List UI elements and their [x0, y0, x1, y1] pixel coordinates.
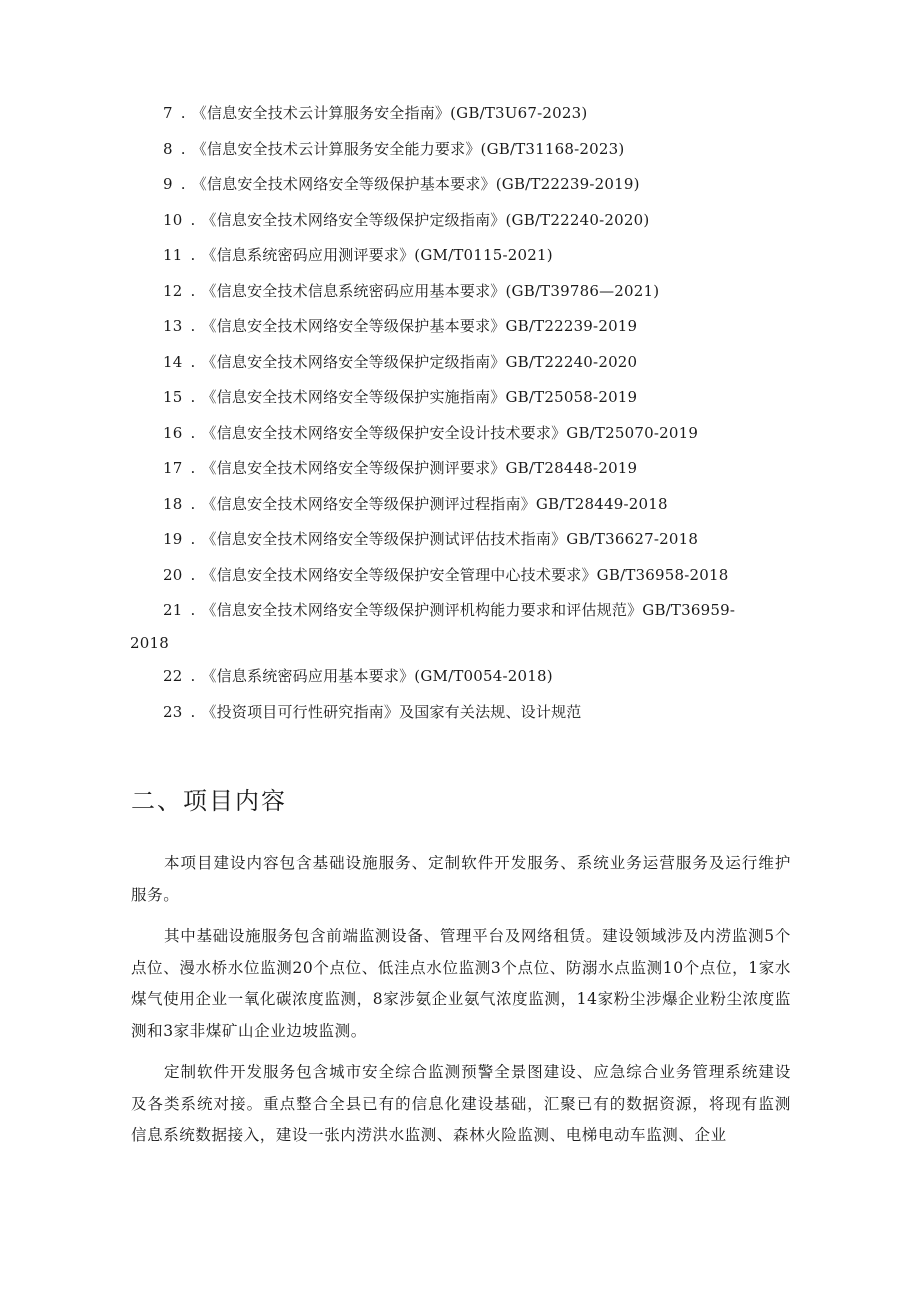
reference-item: 12 . 《信息安全技术信息系统密码应用基本要求》(GB/T39786—2021) — [163, 281, 660, 300]
reference-item: 10 . 《信息安全技术网络安全等级保护定级指南》(GB/T22240-2020) — [163, 210, 650, 229]
paragraph: 本项目建设内容包含基础设施服务、定制软件开发服务、系统业务运营服务及运行维护服务。 — [131, 854, 791, 904]
reference-number: 11 — [163, 246, 183, 264]
paragraph: 定制软件开发服务包含城市安全综合监测预警全景图建设、应急综合业务管理系统建设及各类系统对接。重点整合全县已有的信息化建设基础，汇聚已有的数据资源，将现有监测信息系统数据接入，建设一张内涝洪水监测、森林火险监测、电梯电动车监测、企业 — [131, 1063, 791, 1144]
reference-text: 《信息安全技术网络安全等级保护安全设计技术要求》GB/T25070-2019 — [201, 423, 699, 442]
section-heading: 二、项目内容 — [131, 787, 287, 815]
reference-number: 12 — [163, 281, 183, 300]
reference-number: 22 — [163, 667, 183, 685]
reference-text: 《信息安全技术网络安全等级保护安全管理中心技术要求》GB/T36958-2018 — [201, 565, 729, 584]
reference-text: 《信息安全技术云计算服务安全能力要求》(GB/T31168-2023) — [191, 139, 625, 158]
reference-item: 22 . 《信息系统密码应用基本要求》(GM/T0054-2018) — [163, 667, 553, 685]
reference-item: 23 . 《投资项目可行性研究指南》及国家有关法规、设计规范 — [163, 702, 582, 721]
reference-text: 《信息安全技术网络安全等级保护实施指南》GB/T25058-2019 — [201, 388, 638, 406]
reference-number: 9 — [163, 175, 173, 193]
reference-text: 《信息安全技术云计算服务安全指南》(GB/T3U67-2023) — [191, 104, 588, 122]
reference-text: 《信息安全技术网络安全等级保护定级指南》GB/T22240-2020 — [201, 352, 638, 371]
reference-text: 《信息安全技术网络安全等级保护测评机构能力要求和评估规范》GB/T36959- — [201, 601, 736, 619]
reference-text: 《信息安全技术网络安全等级保护基本要求》(GB/T22239-2019) — [191, 175, 640, 193]
reference-item: 21 . 《信息安全技术网络安全等级保护测评机构能力要求和评估规范》GB/T36959- 2018 — [0, 601, 920, 667]
reference-number: 13 — [163, 317, 183, 335]
reference-number: 15 — [163, 388, 183, 406]
reference-number: 17 — [163, 459, 183, 477]
reference-item: 8 . 《信息安全技术云计算服务安全能力要求》(GB/T31168-2023) — [163, 139, 625, 158]
reference-item: 19 . 《信息安全技术网络安全等级保护测试评估技术指南》GB/T36627-2018 — [163, 530, 699, 548]
reference-number: 20 — [163, 565, 183, 584]
reference-text: 《信息安全技术网络安全等级保护测评过程指南》GB/T28449-2018 — [201, 494, 668, 513]
reference-text: 《信息安全技术网络安全等级保护基本要求》GB/T22239-2019 — [201, 317, 638, 335]
reference-item: 7 . 《信息安全技术云计算服务安全指南》(GB/T3U67-2023) — [163, 104, 588, 122]
reference-item: 15 . 《信息安全技术网络安全等级保护实施指南》GB/T25058-2019 — [163, 388, 638, 406]
reference-number: 14 — [163, 352, 183, 371]
paragraph: 其中基础设施服务包含前端监测设备、管理平台及网络租赁。建设领域涉及内涝监测5个点位、漫水桥水位监测20个点位、低洼点水位监测3个点位、防溺水点监测10个点位，1家水煤气使用企业一氧化碳浓度监测，8家涉氨企业氨气浓度监测，14家粉尘涉爆企业粉尘浓度监测和3家非煤矿山企业边坡监测。 — [131, 927, 791, 1040]
reference-text: 《信息安全技术信息系统密码应用基本要求》(GB/T39786—2021) — [201, 281, 660, 300]
reference-continuation: 2018 — [130, 634, 169, 652]
reference-item: 13 . 《信息安全技术网络安全等级保护基本要求》GB/T22239-2019 — [163, 317, 638, 335]
reference-text: 《信息安全技术网络安全等级保护测试评估技术指南》GB/T36627-2018 — [201, 530, 699, 548]
reference-item: 11 . 《信息系统密码应用测评要求》(GM/T0115-2021) — [163, 246, 553, 264]
reference-item: 14 . 《信息安全技术网络安全等级保护定级指南》GB/T22240-2020 — [163, 352, 638, 371]
reference-list — [0, 104, 920, 738]
reference-number: 10 — [163, 210, 183, 229]
reference-text: 《信息安全技术网络安全等级保护定级指南》(GB/T22240-2020) — [201, 210, 650, 229]
reference-item: 20 . 《信息安全技术网络安全等级保护安全管理中心技术要求》GB/T36958-2018 — [163, 565, 729, 584]
reference-number: 7 — [163, 104, 173, 122]
reference-item: 17 . 《信息安全技术网络安全等级保护测评要求》GB/T28448-2019 — [163, 459, 638, 477]
reference-number: 18 — [163, 494, 183, 513]
reference-number: 23 — [163, 702, 183, 721]
reference-number: 21 — [163, 601, 183, 619]
reference-number: 19 — [163, 530, 183, 548]
reference-number: 8 — [163, 139, 173, 158]
reference-item: 16 . 《信息安全技术网络安全等级保护安全设计技术要求》GB/T25070-2019 — [163, 423, 699, 442]
reference-number: 16 — [163, 423, 183, 442]
reference-text: 《投资项目可行性研究指南》及国家有关法规、设计规范 — [201, 702, 582, 721]
reference-text: 《信息系统密码应用测评要求》(GM/T0115-2021) — [201, 246, 553, 264]
reference-text: 《信息系统密码应用基本要求》(GM/T0054-2018) — [201, 667, 553, 685]
reference-text: 《信息安全技术网络安全等级保护测评要求》GB/T28448-2019 — [201, 459, 638, 477]
reference-item: 9 . 《信息安全技术网络安全等级保护基本要求》(GB/T22239-2019) — [163, 175, 640, 193]
reference-item: 18 . 《信息安全技术网络安全等级保护测评过程指南》GB/T28449-2018 — [163, 494, 668, 513]
section-body — [131, 848, 791, 1162]
